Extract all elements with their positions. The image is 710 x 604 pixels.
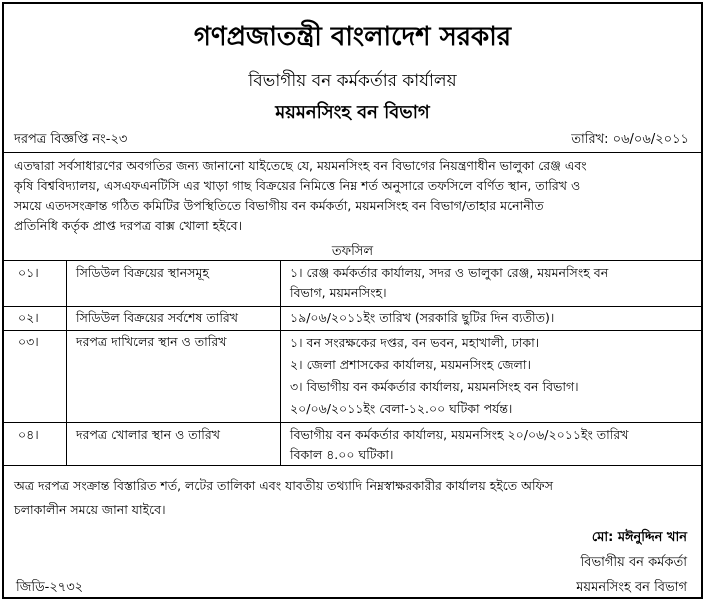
division-title: ময়মনসিংহ বন বিভাগ bbox=[275, 102, 430, 123]
row-divider bbox=[4, 306, 701, 307]
row-item: সিডিউল বিক্রয়ের সর্বশেষ তারিখ bbox=[76, 310, 239, 325]
table-row bbox=[4, 332, 701, 422]
signatory-office: ময়মনসিংহ বন বিভাগ bbox=[576, 580, 687, 595]
column-divider bbox=[280, 260, 281, 465]
table-row bbox=[4, 263, 701, 303]
signatory-designation: বিভাগীয় বন কর্মকর্তা bbox=[580, 555, 687, 570]
table-top-border bbox=[4, 260, 701, 261]
table-bottom-border bbox=[4, 465, 701, 466]
row-number: ০১। bbox=[18, 265, 39, 280]
row-details bbox=[282, 425, 697, 465]
detail-line: ২। জেলা প্রশাসকের কার্যালয়, ময়মনসিংহ জেলা। bbox=[290, 357, 531, 372]
row-details bbox=[282, 263, 697, 303]
tender-notice bbox=[2, 2, 703, 599]
detail-line: ১৯/০৬/২০১১ইং তারিখ (সরকারি ছুটির দিন ব্যতীত)। bbox=[290, 310, 555, 325]
row-divider bbox=[4, 422, 701, 423]
closing-line: চলাকালীন সময়ে জানা যাইবে। bbox=[14, 502, 166, 517]
government-title: গণপ্রজাতন্ত্রী বাংলাদেশ সরকার bbox=[193, 22, 512, 52]
signatory-name: মো: মঈনুদ্দিন খান bbox=[591, 530, 687, 545]
detail-line: ৩। বিভাগীয় বন কর্মকর্তার কার্যালয়, ময়মনসিংহ বন বিভাগ। bbox=[290, 379, 579, 394]
row-item: দরপত্র খোলার স্থান ও তারিখ bbox=[76, 427, 220, 442]
schedule-title: তফসিল bbox=[331, 244, 374, 259]
divider bbox=[4, 152, 701, 153]
closing-line: অত্র দরপত্র সংক্রান্ত বিস্তারিত শর্ত, লটের তালিকা এবং যাবতীয় তথ্যাদি নিম্নস্বাক্ষরকারীর কার্যালয় হইতে অফিস bbox=[14, 478, 553, 493]
row-item: সিডিউল বিক্রয়ের স্থানসমূহ bbox=[76, 265, 209, 280]
closing-text bbox=[14, 474, 694, 522]
body-line: কৃষি বিশ্ববিদ্যালয়, এসএফএনটিসি এর খাড়া গাছ বিক্রয়ের নিমিত্তে নিম্ন শর্ত অনুসারে তফসিলে বর্ণিত স্থান, তারিখ ও bbox=[14, 178, 581, 193]
row-number: ০২। bbox=[18, 310, 39, 325]
body-line: প্রতিনিধি কর্তৃক প্রাপ্ত দরপত্র বাক্স খোলা হইবে। bbox=[14, 218, 243, 233]
row-divider bbox=[4, 330, 701, 331]
notice-body bbox=[14, 156, 694, 236]
row-details bbox=[282, 332, 697, 422]
table-row bbox=[4, 308, 701, 328]
body-line: সময়ে এতদসংক্রান্ত গঠিত কমিটির উপস্থিতিতে বিভাগীয় বন কর্মকর্তা, ময়মনসিংহ বন বিভাগ/তাহার মনোনীত bbox=[14, 198, 544, 213]
detail-line: ২০/০৬/২০১১ইং বেলা-১২.০০ ঘটিকা পর্যন্ত। bbox=[290, 401, 513, 416]
table-row bbox=[4, 425, 701, 465]
column-divider bbox=[66, 260, 67, 465]
detail-line: বিভাগীয় বন কর্মকর্তার কার্যালয়, ময়মনসিংহ ২০/০৬/২০১১ইং তারিখ bbox=[290, 427, 629, 442]
office-title: বিভাগীয় বন কর্মকর্তার কার্যালয় bbox=[248, 71, 457, 91]
detail-line: বিভাগ, ময়মনসিংহ। bbox=[290, 285, 387, 300]
notice-date: তারিখ: ০৬/০৬/২০১১ bbox=[571, 132, 689, 147]
row-number: ০৩। bbox=[18, 334, 39, 349]
gd-number: জিডি-২৭৩২ bbox=[16, 580, 84, 595]
row-details bbox=[282, 308, 697, 328]
row-item: দরপত্র দাখিলের স্থান ও তারিখ bbox=[76, 334, 227, 349]
detail-line: ১। রেঞ্জ কর্মকর্তার কার্যালয়, সদর ও ভালুকা রেঞ্জ, ময়মনসিংহ বন bbox=[290, 265, 609, 280]
body-line: এতদ্বারা সর্বসাধারণের অবগতির জন্য জানানো যাইতেছে যে, ময়মনসিংহ বন বিভাগের নিয়ন্ত্রণাধীন ভালুকা রেঞ্জ এবং bbox=[14, 158, 587, 173]
detail-line: বিকাল ৪.০০ ঘটিকা। bbox=[290, 447, 394, 462]
row-number: ০৪। bbox=[18, 427, 39, 442]
detail-line: ১। বন সংরক্ষকের দপ্তর, বন ভবন, মহাখালী, ঢাকা। bbox=[290, 335, 540, 350]
notice-reference: দরপত্র বিজ্ঞপ্তি নং-২৩ bbox=[14, 132, 128, 147]
